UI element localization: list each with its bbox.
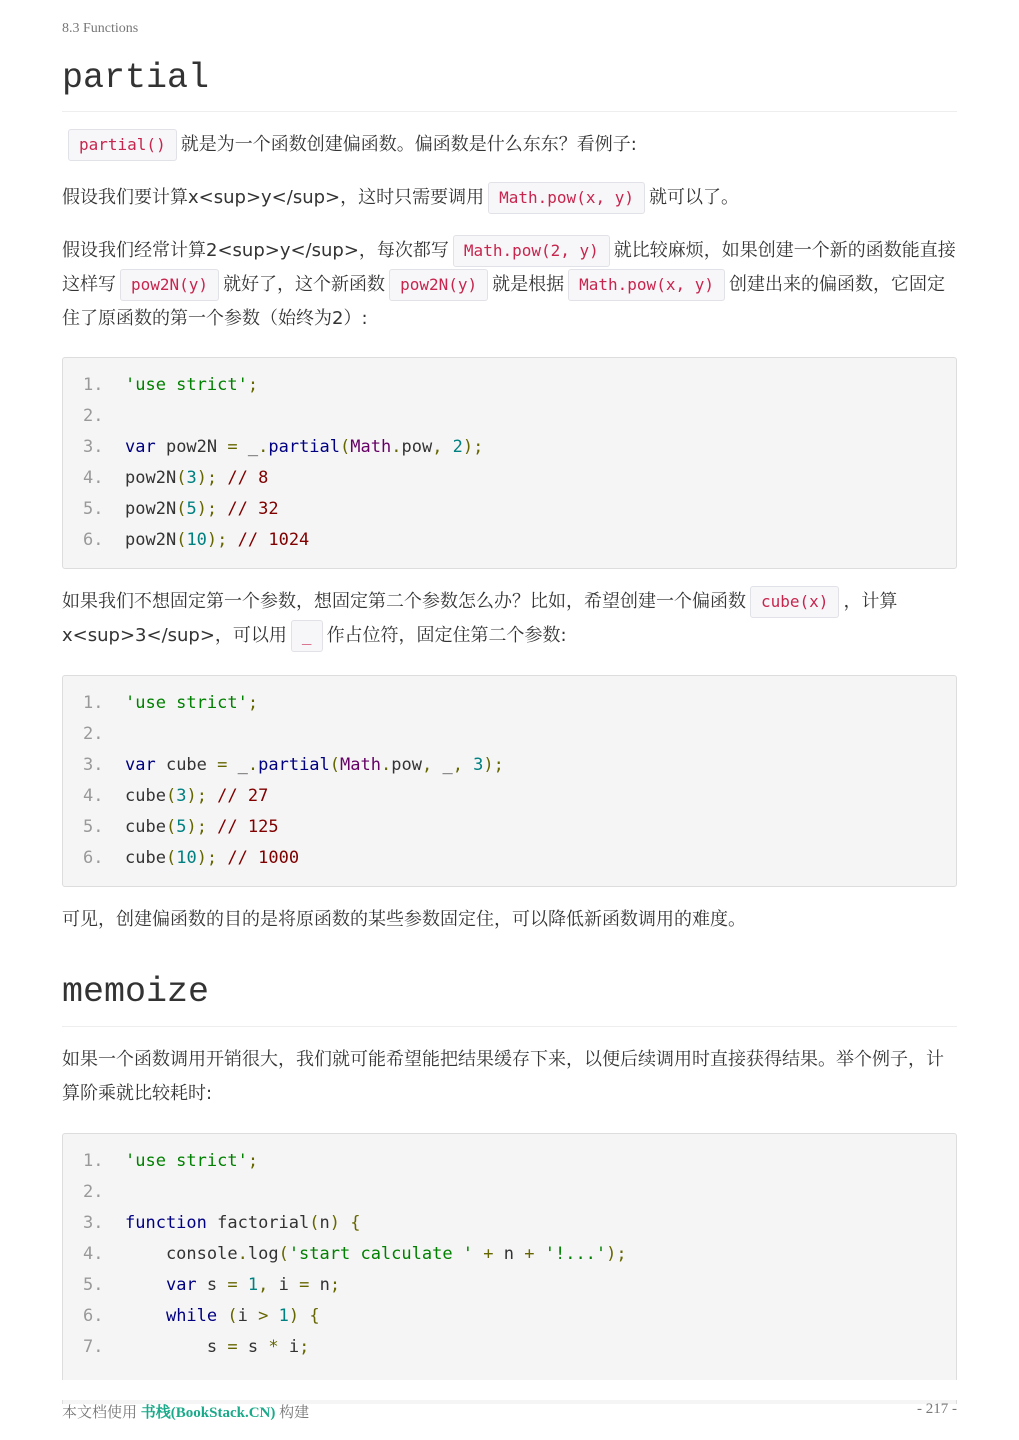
code-token: // 1024 bbox=[227, 530, 310, 550]
code-token: = bbox=[227, 1275, 238, 1295]
code-token: , bbox=[258, 1275, 269, 1295]
inline-code-placeholder: _ bbox=[291, 620, 323, 652]
code-token: pow2N bbox=[125, 530, 177, 550]
line-number: 1. bbox=[83, 693, 104, 713]
paragraph-text: 就可以了。 bbox=[648, 187, 739, 208]
code-token: ; bbox=[247, 375, 259, 395]
code-token: ; bbox=[329, 1275, 341, 1295]
paragraph-text: 假设我们要计算x<sup>y</sup>，这时只需要调用 bbox=[62, 187, 485, 208]
code-source bbox=[125, 750, 504, 781]
code-token: ( bbox=[329, 755, 341, 775]
code-token: 3 bbox=[186, 468, 197, 488]
code-token: '!...' bbox=[544, 1244, 607, 1264]
code-token: function bbox=[125, 1213, 207, 1233]
running-header: 8.3 Functions bbox=[62, 21, 139, 36]
code-token bbox=[217, 1306, 227, 1326]
code-token: . bbox=[247, 755, 259, 775]
paragraph-text: 就是根据 bbox=[492, 274, 565, 295]
code-token: { bbox=[350, 1213, 361, 1233]
paragraph-pow-example bbox=[62, 181, 957, 215]
code-token: 3 bbox=[176, 786, 187, 806]
footer-brand-link[interactable]: 书栈(BookStack.CN) bbox=[140, 1405, 276, 1421]
code-token: ); bbox=[186, 786, 207, 806]
code-token: = bbox=[299, 1275, 310, 1295]
code-token: ( bbox=[176, 499, 187, 519]
code-source bbox=[125, 432, 483, 463]
code-source bbox=[125, 688, 258, 719]
paragraph-partial-intro bbox=[62, 128, 957, 162]
code-token: ( bbox=[176, 530, 187, 550]
code-token: * bbox=[268, 1337, 279, 1357]
code-token: // 27 bbox=[206, 786, 269, 806]
footer-text: 构建 bbox=[279, 1405, 310, 1421]
code-source bbox=[125, 494, 279, 525]
line-number: 4. bbox=[83, 468, 104, 488]
line-number: 3. bbox=[83, 755, 104, 775]
code-token: , bbox=[452, 755, 474, 775]
code-token: cube bbox=[125, 848, 166, 868]
code-token: , bbox=[432, 437, 453, 457]
code-token: ; bbox=[247, 1151, 259, 1171]
inline-code-pow2n: pow2N(y) bbox=[389, 269, 488, 301]
code-token bbox=[125, 1275, 166, 1295]
code-token: ( bbox=[309, 1213, 320, 1233]
code-token: ( bbox=[176, 468, 187, 488]
section-title-partial: partial bbox=[62, 58, 210, 98]
code-token: var bbox=[165, 1275, 197, 1295]
code-token: _ bbox=[227, 755, 248, 775]
paragraph-text: 作占位符，固定住第二个参数: bbox=[326, 625, 567, 646]
code-token: { bbox=[309, 1306, 320, 1326]
paragraph-text: 如果我们不想固定第一个参数，想固定第二个参数怎么办？比如，希望创建一个偏函数 bbox=[62, 591, 746, 612]
line-number: 3. bbox=[83, 1213, 104, 1233]
code-token: cube bbox=[125, 786, 166, 806]
title-divider bbox=[62, 111, 957, 112]
code-token: i bbox=[237, 1306, 259, 1326]
code-token: 1 bbox=[247, 1275, 259, 1295]
code-source bbox=[125, 525, 309, 556]
line-number: 5. bbox=[83, 1275, 104, 1295]
code-token: var bbox=[125, 437, 156, 457]
code-token: // 125 bbox=[206, 817, 279, 837]
code-token: . bbox=[258, 437, 269, 457]
code-token: factorial bbox=[206, 1213, 310, 1233]
code-token: > bbox=[258, 1306, 269, 1326]
code-token: n bbox=[503, 1244, 515, 1264]
code-token: ); bbox=[606, 1244, 627, 1264]
code-token: ); bbox=[483, 755, 504, 775]
code-token bbox=[340, 1213, 350, 1233]
code-token bbox=[125, 1306, 166, 1326]
code-token: ( bbox=[165, 786, 177, 806]
line-number: 5. bbox=[83, 817, 104, 837]
code-token: pow bbox=[401, 437, 433, 457]
code-token: 10 bbox=[176, 848, 197, 868]
code-token: ); bbox=[186, 817, 207, 837]
code-token: = bbox=[227, 1337, 238, 1357]
code-source bbox=[125, 843, 299, 874]
line-number: 6. bbox=[83, 1306, 104, 1326]
code-token: pow2N bbox=[155, 437, 228, 457]
code-source bbox=[125, 1270, 340, 1301]
code-token: _ bbox=[237, 437, 259, 457]
code-token: ) bbox=[329, 1213, 340, 1233]
inline-code-math-pow: Math.pow(x, y) bbox=[488, 182, 645, 214]
section-title-memoize: memoize bbox=[62, 972, 210, 1012]
code-source bbox=[125, 1239, 627, 1270]
code-token: Math bbox=[340, 755, 381, 775]
code-token: ); bbox=[196, 499, 218, 519]
code-token: ) bbox=[288, 1306, 300, 1326]
code-block-factorial bbox=[62, 1133, 957, 1404]
code-token: _ bbox=[442, 755, 453, 775]
line-number: 6. bbox=[83, 848, 104, 868]
code-token: ; bbox=[299, 1337, 310, 1357]
line-number: 2. bbox=[83, 406, 104, 426]
code-token: ); bbox=[196, 468, 218, 488]
code-token: s bbox=[125, 1337, 228, 1357]
code-token: var bbox=[125, 755, 156, 775]
code-token: i bbox=[268, 1275, 300, 1295]
code-token bbox=[268, 1306, 278, 1326]
paragraph-text: 就是为一个函数创建偏函数。偏函数是什么东东？看例子: bbox=[180, 134, 637, 155]
code-block-pow2n bbox=[62, 357, 957, 569]
code-token: log bbox=[247, 1244, 279, 1264]
code-token: ); bbox=[462, 437, 484, 457]
code-token: ( bbox=[165, 817, 177, 837]
code-token bbox=[238, 1275, 248, 1295]
code-token: pow2N bbox=[125, 468, 177, 488]
code-token: partial bbox=[258, 755, 330, 775]
code-source bbox=[125, 463, 268, 494]
code-token: ; bbox=[247, 693, 259, 713]
code-source bbox=[125, 812, 279, 843]
code-token bbox=[299, 1306, 309, 1326]
code-token: + bbox=[473, 1244, 504, 1264]
inline-code-math-pow: Math.pow(x, y) bbox=[568, 269, 725, 301]
line-number: 7. bbox=[83, 1337, 104, 1357]
title-divider bbox=[62, 1026, 957, 1027]
line-number: 1. bbox=[83, 1151, 104, 1171]
code-token: ( bbox=[340, 437, 351, 457]
line-number: 3. bbox=[83, 437, 104, 457]
paragraph-text: 假设我们经常计算2<sup>y</sup>，每次都写 bbox=[62, 240, 449, 261]
code-token: s bbox=[237, 1337, 269, 1357]
line-number: 6. bbox=[83, 530, 104, 550]
line-number: 4. bbox=[83, 1244, 104, 1264]
code-source bbox=[125, 781, 268, 812]
code-token: // 32 bbox=[217, 499, 279, 519]
code-token: + bbox=[514, 1244, 545, 1264]
code-token: 5 bbox=[176, 817, 187, 837]
line-number: 2. bbox=[83, 724, 104, 744]
code-token: ( bbox=[278, 1244, 289, 1264]
paragraph-partial-summary: 可见，创建偏函数的目的是将原函数的某些参数固定住，可以降低新函数调用的难度。 bbox=[62, 909, 746, 930]
inline-code-cube: cube(x) bbox=[750, 586, 839, 618]
paragraph-text: 就比较麻烦，如果创建一个新的函数能直接这样写 bbox=[62, 240, 956, 295]
code-token: // 8 bbox=[217, 468, 269, 488]
code-token: 5 bbox=[186, 499, 197, 519]
page-number: - 217 - bbox=[917, 1401, 957, 1417]
code-token: partial bbox=[268, 437, 341, 457]
code-token: i bbox=[278, 1337, 300, 1357]
inline-code-math-pow-2: Math.pow(2, y) bbox=[453, 235, 610, 267]
code-token: ); bbox=[206, 530, 228, 550]
code-token: cube bbox=[125, 817, 166, 837]
code-token: pow bbox=[391, 755, 422, 775]
code-token: n bbox=[309, 1275, 330, 1295]
code-source bbox=[125, 1332, 309, 1363]
code-token: cube bbox=[155, 755, 218, 775]
code-block-cube bbox=[62, 675, 957, 887]
code-token: n bbox=[319, 1213, 330, 1233]
code-token: console bbox=[125, 1244, 238, 1264]
paragraph-placeholder-example bbox=[62, 585, 957, 653]
line-number: 4. bbox=[83, 786, 104, 806]
code-token: 2 bbox=[452, 437, 463, 457]
code-source bbox=[125, 1146, 258, 1177]
code-source bbox=[125, 1208, 361, 1239]
code-token: 3 bbox=[473, 755, 484, 775]
code-token: . bbox=[237, 1244, 248, 1264]
code-token: ( bbox=[227, 1306, 238, 1326]
code-token: , bbox=[421, 755, 443, 775]
paragraph-text: ，计算x<sup>3</sup>，可以用 bbox=[62, 591, 898, 646]
code-token: 10 bbox=[186, 530, 207, 550]
code-token: . bbox=[380, 755, 392, 775]
paragraph-pow2n-example bbox=[62, 234, 957, 336]
code-token: s bbox=[196, 1275, 228, 1295]
paragraph-text: 创建出来的偏函数，它固定住了原函数的第一个参数（始终为2）: bbox=[62, 274, 945, 329]
code-token: = bbox=[217, 755, 228, 775]
paragraph-memoize-intro: 如果一个函数调用开销很大，我们就可能希望能把结果缓存下来，以便后续调用时直接获得结果。举个例子，计算阶乘就比较耗时: bbox=[62, 1049, 944, 1104]
code-token: . bbox=[391, 437, 402, 457]
code-token: while bbox=[165, 1306, 218, 1326]
code-source bbox=[125, 1301, 320, 1332]
code-source bbox=[125, 370, 258, 401]
code-token: = bbox=[227, 437, 238, 457]
code-token: 'start calculate ' bbox=[288, 1244, 474, 1264]
code-token: ( bbox=[165, 848, 177, 868]
inline-code-pow2n: pow2N(y) bbox=[120, 269, 219, 301]
footer-text: 本文档使用 bbox=[62, 1405, 138, 1421]
footer-credit bbox=[62, 1401, 309, 1422]
line-number: 1. bbox=[83, 375, 104, 395]
page-bottom-mask bbox=[62, 1380, 957, 1400]
code-token: Math bbox=[350, 437, 392, 457]
code-token: ); bbox=[196, 848, 218, 868]
code-token: pow2N bbox=[125, 499, 177, 519]
code-token: // 1000 bbox=[217, 848, 300, 868]
inline-code-partial: partial() bbox=[68, 129, 177, 161]
line-number: 5. bbox=[83, 499, 104, 519]
code-token: 1 bbox=[278, 1306, 289, 1326]
paragraph-text: 就好了，这个新函数 bbox=[223, 274, 386, 295]
code-token: 'use strict' bbox=[125, 375, 248, 395]
line-number: 2. bbox=[83, 1182, 104, 1202]
code-token: 'use strict' bbox=[125, 693, 248, 713]
code-token: 'use strict' bbox=[125, 1151, 248, 1171]
